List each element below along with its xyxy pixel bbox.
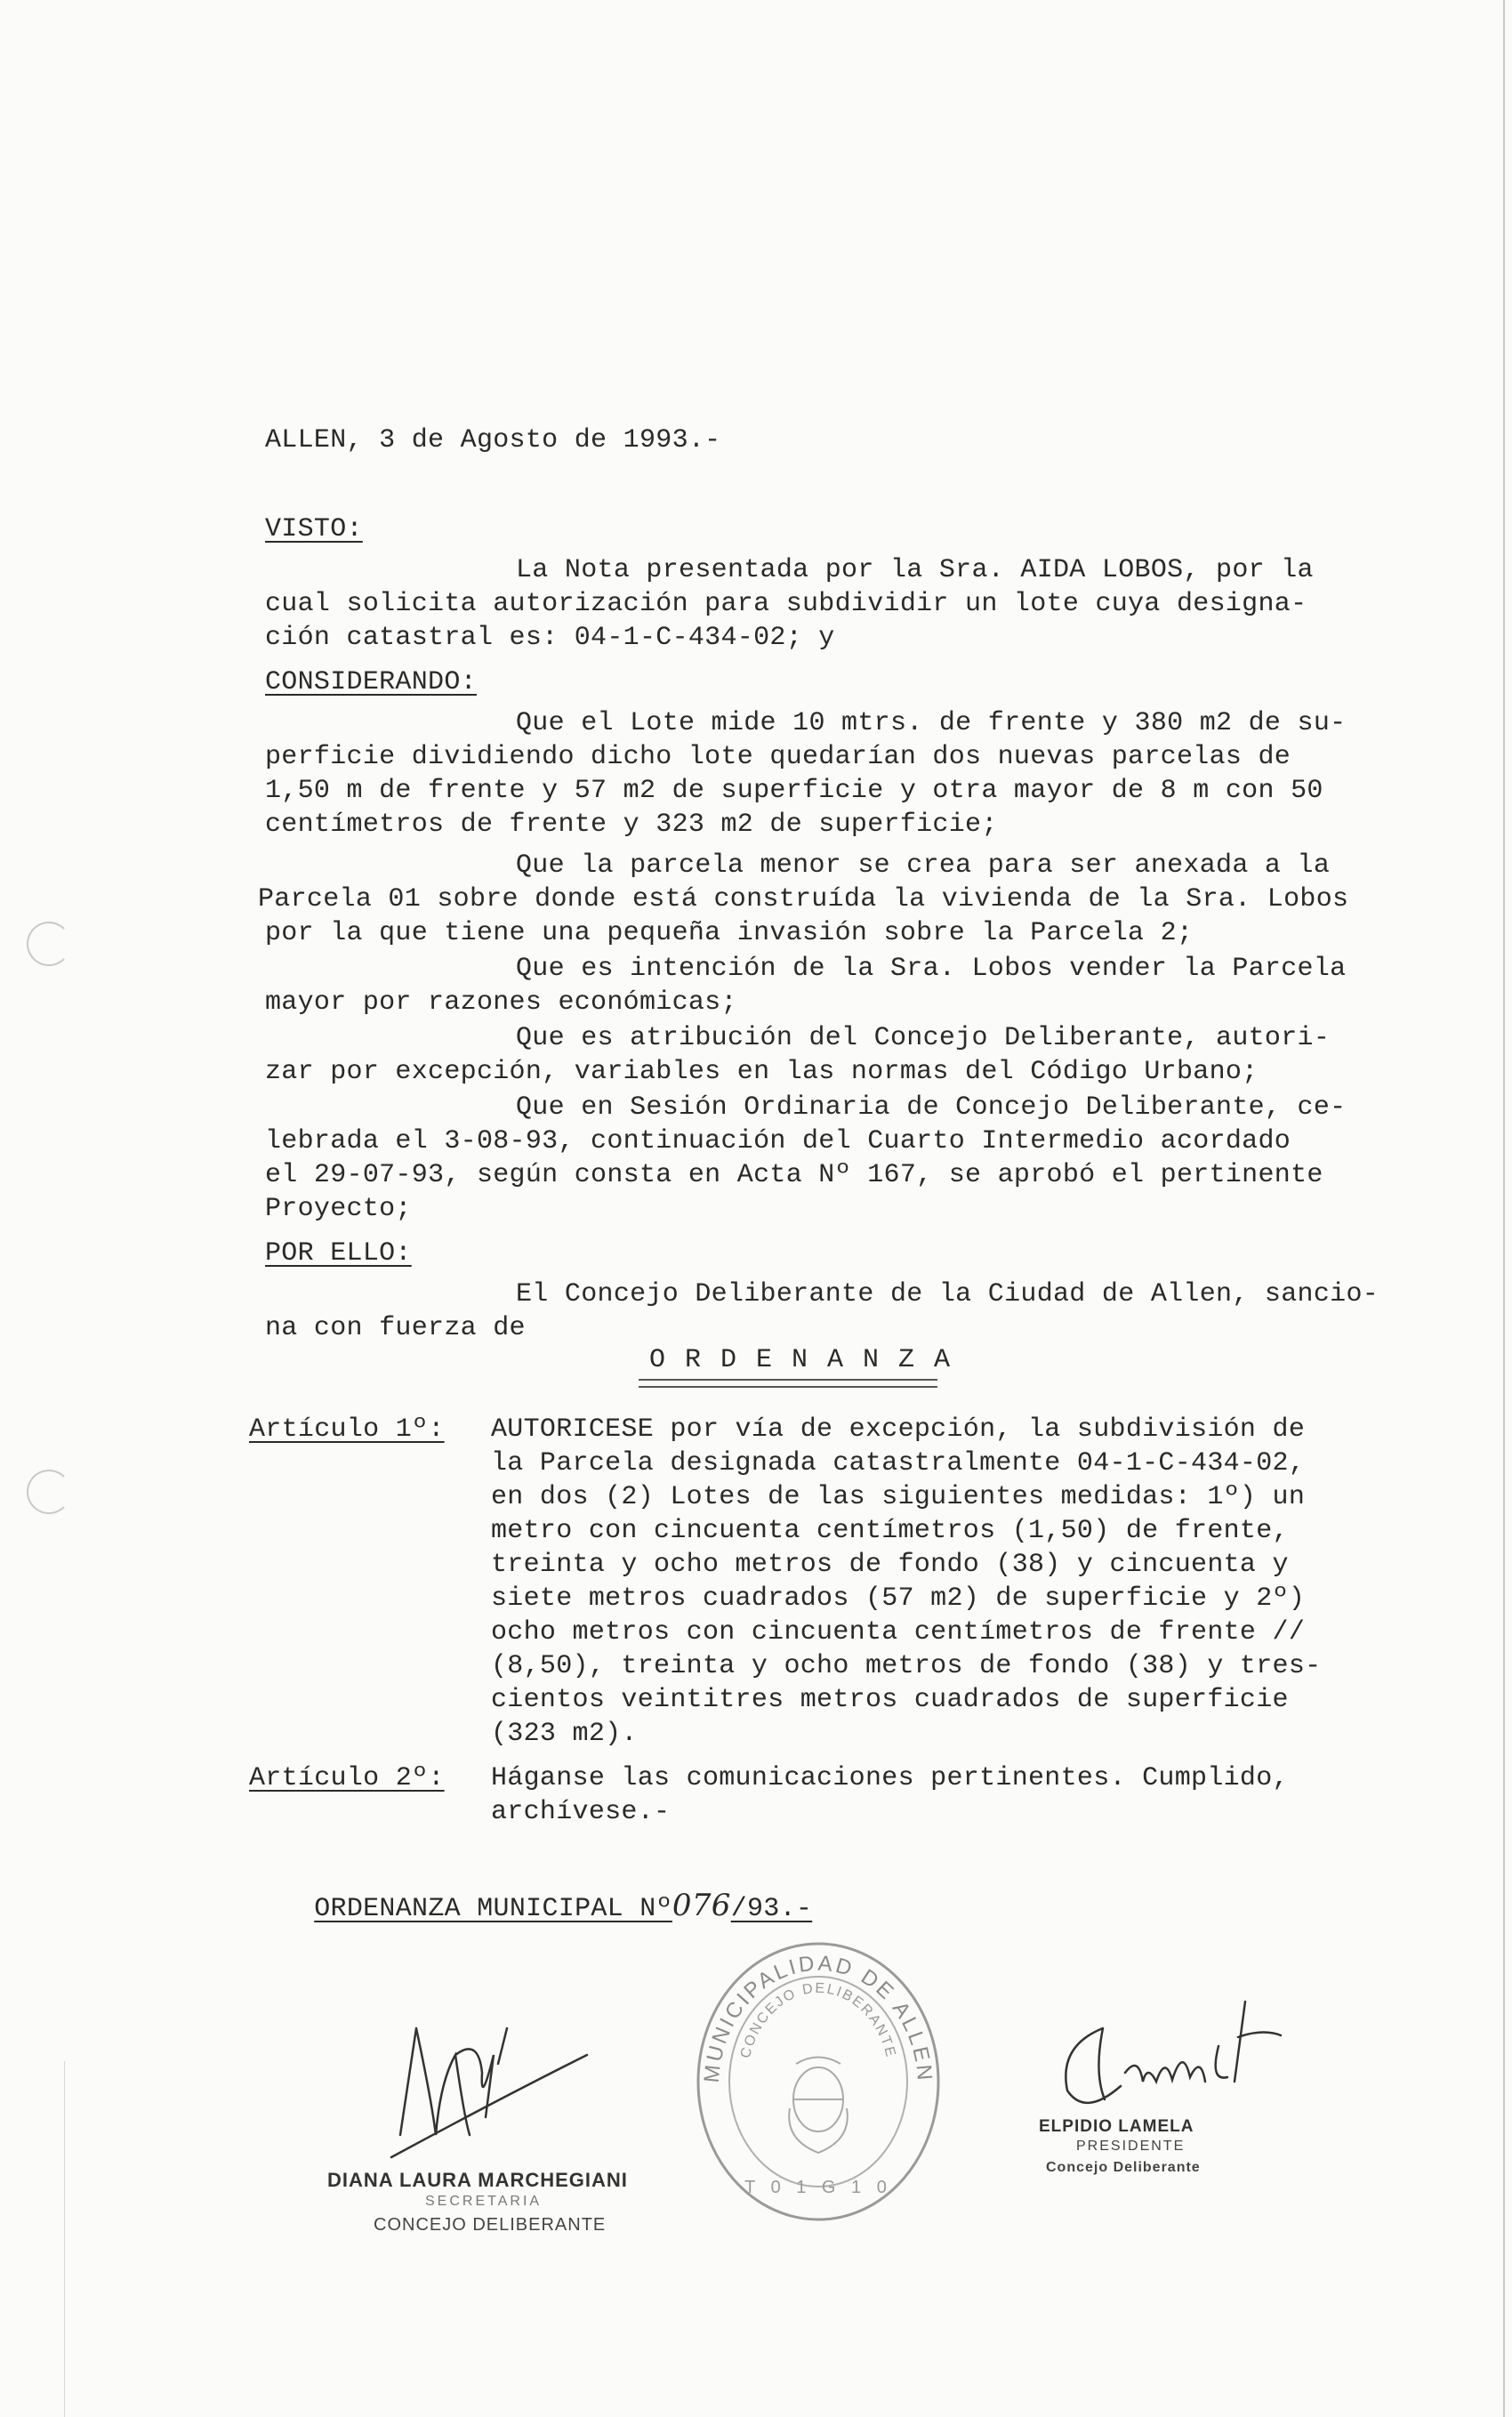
left-edge-line: [64, 2061, 65, 2417]
por-ello-heading: POR ELLO:: [265, 1238, 412, 1269]
considerando-line: 1,50 m de frente y 57 m2 de superficie y otra mayor de 8 m con 50: [265, 776, 1323, 806]
signatory-left-body: CONCEJO DELIBERANTE: [374, 2215, 607, 2235]
signature-left: [374, 2002, 605, 2179]
considerando-line: zar por excepción, variables en las normas del Código Urbano;: [265, 1057, 1259, 1087]
council-seal: [685, 1930, 952, 2224]
articulo-1-line: metro con cincuenta centímetros (1,50) de frente,: [491, 1516, 1289, 1546]
articulo-1-line: treinta y ocho metros de fondo (38) y cincuenta y: [491, 1550, 1289, 1580]
considerando-line: lebrada el 3-08-93, continuación del Cuarto Intermedio acordado: [265, 1126, 1291, 1156]
ordenanza-suffix: /93.-: [730, 1894, 813, 1924]
ordenanza-prefix: ORDENANZA MUNICIPAL Nº: [314, 1894, 672, 1924]
punch-hole-bottom: [27, 1470, 71, 1514]
articulo-2-line: Háganse las comunicaciones pertinentes. Cumplido,: [491, 1763, 1289, 1793]
articulo-1-line: (323 m2).: [491, 1719, 638, 1749]
considerando-line: por la que tiene una pequeña invasión sobre la Parcela 2;: [265, 918, 1194, 948]
considerando-line: Que en Sesión Ordinaria de Concejo Deliberante, ce-: [516, 1092, 1347, 1123]
considerando-line: Parcela 01 sobre donde está construída la vivienda de la Sra. Lobos: [258, 884, 1349, 914]
considerando-line: Que es atribución del Concejo Deliberante, autori-: [516, 1023, 1331, 1053]
right-edge-line: [1503, 0, 1505, 2417]
articulo-1-line: cientos veintitres metros cuadrados de superficie: [491, 1685, 1289, 1715]
title-double-underline: [639, 1379, 937, 1388]
articulo-1-line: siete metros cuadrados (57 m2) de superficie y 2º): [491, 1583, 1306, 1614]
considerando-heading: CONSIDERANDO:: [265, 667, 477, 697]
articulo-1-line: en dos (2) Lotes de las siguientes medidas: 1º) un: [491, 1482, 1306, 1512]
signatory-left-name: DIANA LAURA MARCHEGIANI: [327, 2169, 628, 2191]
articulo-1-label: Artículo 1º:: [249, 1414, 445, 1445]
considerando-line: Proyecto;: [265, 1194, 412, 1224]
visto-line: cual solicita autorización para subdividir un lote cuya designa-: [265, 589, 1307, 619]
seal-inner-text: CONCEJO DELIBERANTE: [737, 1980, 899, 2060]
signatory-right-name: ELPIDIO LAMELA: [1039, 2117, 1194, 2136]
signatory-right-body: Concejo Deliberante: [1046, 2160, 1201, 2175]
considerando-line: el 29-07-93, según consta en Acta Nº 167, se aprobó el pertinente: [265, 1160, 1323, 1190]
seal-bottom-text: T 0 1 G 1 0: [744, 2178, 892, 2197]
signature-right: [1041, 1966, 1325, 2126]
articulo-1-line: (8,50), treinta y ocho metros de fondo (38) y tres-: [491, 1651, 1322, 1681]
articulo-1-line: AUTORICESE por vía de excepción, la subdivisión de: [491, 1414, 1306, 1445]
national-emblem-icon: [789, 2058, 848, 2154]
considerando-line: Que es intención de la Sra. Lobos vender la Parcela: [516, 954, 1347, 984]
articulo-1-line: ocho metros con cincuenta centímetros de frente //: [491, 1617, 1306, 1648]
ordenanza-title: ORDENANZA: [649, 1345, 970, 1375]
visto-line: ción catastral es: 04-1-C-434-02; y: [265, 623, 835, 653]
considerando-line: centímetros de frente y 323 m2 de superficie;: [265, 810, 998, 840]
punch-hole-top: [27, 922, 71, 966]
por-ello-line: El Concejo Deliberante de la Ciudad de Allen, sancio-: [516, 1279, 1379, 1309]
considerando-line: Que la parcela menor se crea para ser anexada a la: [516, 850, 1331, 881]
date-line: ALLEN, 3 de Agosto de 1993.-: [265, 425, 721, 455]
considerando-line: perficie dividiendo dicho lote quedarían dos nuevas parcelas de: [265, 742, 1291, 772]
visto-heading: VISTO:: [265, 514, 363, 544]
considerando-line: mayor por razones económicas;: [265, 987, 737, 1018]
visto-line: La Nota presentada por la Sra. AIDA LOBOS, por la: [516, 555, 1314, 585]
articulo-2-line: archívese.-: [491, 1797, 671, 1827]
signatory-right-role: PRESIDENTE: [1076, 2139, 1186, 2154]
articulo-2-label: Artículo 2º:: [249, 1763, 445, 1793]
por-ello-line: na con fuerza de: [265, 1313, 526, 1343]
articulo-1-line: la Parcela designada catastralmente 04-1-C-434-02,: [491, 1448, 1306, 1478]
ordenanza-number-handwritten: 076: [672, 1888, 731, 1923]
signatory-left-role: SECRETARIA: [425, 2194, 543, 2209]
seal-outer-text: MUNICIPALIDAD DE ALLEN: [699, 1951, 937, 2084]
considerando-line: Que el Lote mide 10 mtrs. de frente y 380 m2 de su-: [516, 708, 1347, 738]
